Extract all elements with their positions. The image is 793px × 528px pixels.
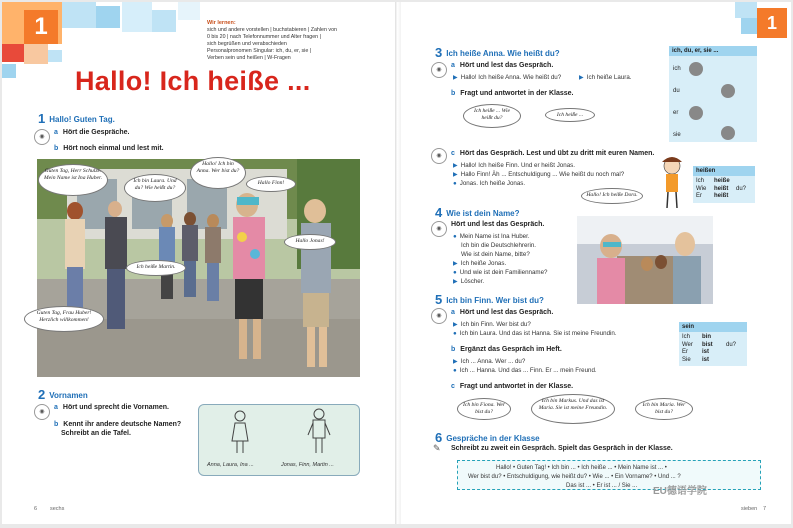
section-2-heading <box>38 387 88 402</box>
deco-square <box>2 44 24 62</box>
pronoun-label: sie <box>673 132 681 138</box>
figure-icon <box>689 106 703 120</box>
dialogue-text: Jonas. Ich heiße Jonas. <box>459 180 526 187</box>
dialogue-line: ● Jonas. Ich heiße Jonas. <box>453 180 526 187</box>
cell: du? <box>726 341 737 348</box>
cell: heißt <box>714 193 729 199</box>
task-text: Hört und lest das Gespräch. <box>459 62 554 69</box>
phrase-line: Hallo! • Guten Tag! • Ich bin ... • Ich heiße ... • Mein Name ist ... • <box>496 465 667 471</box>
speech-bubble: Ich bin Laura. Und du? Wie heißt du? <box>124 174 186 202</box>
figure-icon <box>721 126 735 140</box>
page-number: 7 <box>763 506 767 512</box>
page-title: Hallo! Ich heiße ... <box>75 66 311 96</box>
section-title: Ich heiße Anna. Wie heißt du? <box>446 49 560 58</box>
deco-square <box>62 2 96 28</box>
deco-square <box>48 50 62 62</box>
conjugation-row <box>696 186 752 194</box>
section-number: 3 <box>435 45 443 60</box>
dialogue-line: ▶ Hallo! Ich heiße Anna. Wie heißt du? <box>453 74 562 81</box>
pencil-icon: ✎ <box>433 443 441 453</box>
dialogue-line: ▶ Ich bin Finn. Wer bist du? <box>453 321 531 328</box>
cell: Wie <box>696 185 707 192</box>
section-number: 2 <box>38 387 46 402</box>
learning-goals-heading: Wir lernen: <box>207 20 236 26</box>
phrase-box <box>457 460 761 490</box>
deco-square <box>741 18 757 34</box>
dialogue-line: ▶ Ich ... Anna. Wer ... du? <box>453 358 526 365</box>
dialogue-line: ▶ Ich heiße Jonas. <box>453 260 507 267</box>
section-title: Ich bin Finn. Wer bist du? <box>446 296 544 305</box>
section-number: 5 <box>435 292 443 307</box>
learning-goals-line: Personalpronomen Singular: ich, du, er, sie | <box>207 48 312 54</box>
dialogue-line: ▶ Hallo Finn! Äh ... Entschuldigung ... Wie heißt du noch mal? <box>453 171 625 178</box>
sein-header: sein <box>679 322 747 332</box>
pronoun-box-header: ich, du, er, sie ... <box>669 46 757 56</box>
dialogue-line: ● Mein Name ist Ina Huber. <box>453 233 530 240</box>
cell: heiße <box>714 178 730 184</box>
dialogue-text: Ich bin Finn. Wer bist du? <box>460 321 531 328</box>
phrase-line: Wer bist du? • Entschuldigung, wie heißt du? • Wie ... • Ein Vorname? • Und ... ? <box>468 474 681 480</box>
dialogue-line: Wie ist dein Name, bitte? <box>461 251 530 258</box>
cell: ist <box>702 356 710 363</box>
dialogue-line: ● Und wie ist dein Familienname? <box>453 269 548 276</box>
audio-cd-icon[interactable]: ◉ <box>431 148 447 164</box>
task-1a: a Hört die Gespräche. <box>54 129 130 136</box>
learning-goals-line: sich begrüßen und verabschieden <box>207 41 287 47</box>
cell: Er <box>682 349 688 355</box>
cell: heißt <box>714 185 729 192</box>
dialogue-text: Hallo! Ich heiße Finn. Und er heißt Jonas. <box>460 162 575 169</box>
dialogue-text: Ich heiße Jonas. <box>460 260 507 267</box>
speech-bubble: Ich bin Markus. Und das ist Maria. Sie ist meine Freundin. <box>531 394 615 424</box>
girl-figure-icon <box>229 409 251 457</box>
task-text: Ergänzt das Gespräch im Heft. <box>460 346 562 353</box>
audio-cd-icon[interactable]: ◉ <box>431 221 447 237</box>
task-text: Fragt und antwortet in der Klasse. <box>460 90 574 97</box>
task-3a: a Hört und lest das Gespräch. <box>451 62 554 69</box>
conjugation-row <box>682 349 744 357</box>
task-1b: b Hört noch einmal und lest mit. <box>54 145 164 152</box>
figure-icon <box>689 62 703 76</box>
photo-classroom <box>577 216 713 304</box>
page-number: 6 <box>34 506 38 512</box>
dialogue-line: ▶ Hallo! Ich heiße Finn. Und er heißt Jonas. <box>453 162 575 169</box>
learning-goals <box>207 20 367 62</box>
textbook-spread <box>2 2 791 524</box>
deco-square <box>24 44 48 64</box>
section-title: Hallo! Guten Tag. <box>49 115 115 124</box>
cell: du? <box>736 185 747 192</box>
speech-bubble: Ich heiße ... <box>545 108 595 122</box>
audio-cd-icon[interactable]: ◉ <box>34 129 50 145</box>
learning-goals-line: sich und andere vorstellen | buchstabieren | Zahlen von <box>207 27 337 33</box>
speech-bubble: Hallo! Ich bin Anna. Wer bist du? <box>190 157 246 189</box>
right-page <box>401 2 791 524</box>
task-text: Hört das Gespräch. Lest und übt zu dritt mit euren Namen. <box>459 150 655 157</box>
section-number: 1 <box>38 111 46 126</box>
dialogue-text: Hallo Finn! Äh ... Entschuldigung ... Wie heißt du noch mal? <box>460 171 625 178</box>
boy-figure-icon <box>307 407 331 457</box>
dialogue-text: Hallo! Ich heiße Anna. Wie heißt du? <box>460 74 562 81</box>
speech-bubble: Hallo! Ich heiße Dora. <box>581 188 643 204</box>
page-number-word: sieben <box>741 506 758 512</box>
dialogue-text: Und wie ist dein Familienname? <box>459 269 548 276</box>
conjugation-row <box>696 178 752 186</box>
deco-square <box>2 64 16 78</box>
chapter-number: 1 <box>757 8 787 38</box>
audio-cd-icon[interactable]: ◉ <box>431 62 447 78</box>
dialogue-line: ▶ Ich heiße Laura. <box>579 74 632 81</box>
conjugation-row <box>696 193 752 201</box>
deco-square <box>152 10 176 32</box>
section-4-heading <box>435 205 520 220</box>
task-text: Kennt ihr andere deutsche Namen? <box>63 421 182 428</box>
deco-square <box>735 2 757 18</box>
dialogue-text: Ich bin Laura. Und das ist Hanna. Sie ist meine Freundin. <box>459 330 617 337</box>
section-number: 4 <box>435 205 443 220</box>
speech-bubble: Ich heiße Martin. <box>126 260 186 276</box>
girl-names: Anna, Laura, Ina ... <box>207 462 254 468</box>
section-title: Gespräche in der Klasse <box>446 434 540 443</box>
dialogue-text: Ich ... Anna. Wer ... du? <box>460 358 526 365</box>
pronoun-box-body <box>669 56 757 142</box>
boy-names: Jonas, Finn, Martin ... <box>281 462 334 468</box>
speech-bubble: Ich heiße ... Wie heißt du? <box>463 104 521 128</box>
phrase-line: Das ist ... • Er ist ... / Sie ... <box>566 483 638 489</box>
conjugation-row <box>682 357 744 365</box>
task-text: Fragt und antwortet in der Klasse. <box>459 383 574 390</box>
section-title: Vornamen <box>49 391 88 400</box>
pronoun-label: ich <box>673 66 681 72</box>
conjugation-row <box>682 342 744 350</box>
section-number: 6 <box>435 430 443 445</box>
speech-bubble: Hallo Jonas! <box>284 234 336 250</box>
cell: Wer <box>682 341 693 348</box>
speech-bubble: Hallo Finn! <box>246 176 296 192</box>
speech-bubble: Guten Tag, Frau Huber! Herzlich willkommen! <box>24 306 104 332</box>
name-board <box>198 404 360 476</box>
heissen-body <box>693 176 755 203</box>
audio-cd-icon[interactable]: ◉ <box>431 308 447 324</box>
dialogue-line: ▶ Löscher. <box>453 278 485 285</box>
heissen-header: heißen <box>693 166 755 176</box>
girl-cartoon-icon <box>657 156 687 210</box>
conjugation-row <box>682 334 744 342</box>
sein-table <box>679 322 747 366</box>
dialogue-text: Ich ... Hanna. Und das ... Finn. Er ... mein Freund. <box>459 367 597 374</box>
heissen-table <box>693 166 755 203</box>
section-title: Wie ist dein Name? <box>446 209 520 218</box>
task-text: Hört und sprecht die Vornamen. <box>62 404 169 411</box>
dialogue-text: Mein Name ist Ina Huber. <box>459 233 530 240</box>
pronoun-box <box>669 46 757 142</box>
audio-cd-icon[interactable]: ◉ <box>34 404 50 420</box>
task-text: Hört noch einmal und lest mit. <box>63 145 164 152</box>
speech-bubble: Guten Tag, Herr Schulze. Mein Name ist Ina Huber. <box>38 164 108 196</box>
page-number-word: sechs <box>50 506 65 512</box>
learning-goals-line: 0 bis 20 | nach Telefonnummer und Alter fragen | <box>207 34 321 40</box>
cell: bist <box>702 341 713 348</box>
learning-goals-line: Verben sein und heißen | W-Fragen <box>207 55 291 61</box>
left-page <box>2 2 395 524</box>
task-5a: a Hört und lest das Gespräch. <box>451 309 554 316</box>
cell: bin <box>702 334 711 340</box>
section-6-heading <box>435 430 540 445</box>
task-2b-cont: Schreibt an die Tafel. <box>61 430 131 437</box>
dialogue-line: ● Ich bin Laura. Und das ist Hanna. Sie ist meine Freundin. <box>453 330 617 337</box>
watermark: EU德语学院 <box>653 486 707 497</box>
section-5-heading <box>435 292 544 307</box>
section-3-heading <box>435 45 560 60</box>
pronoun-label: du <box>673 88 680 94</box>
deco-square <box>178 2 200 20</box>
deco-square <box>96 6 120 28</box>
cell: ist <box>702 349 710 355</box>
deco-square <box>122 2 152 32</box>
pronoun-label: er <box>673 110 679 116</box>
dialogue-line: ● Ich ... Hanna. Und das ... Finn. Er ... mein Freund. <box>453 367 597 374</box>
task-3b: b Fragt und antwortet in der Klasse. <box>451 90 574 97</box>
task-text: Hört die Gespräche. <box>62 129 130 136</box>
dialogue-text: Ich heiße Laura. <box>586 74 632 81</box>
task-4: Hört und lest das Gespräch. <box>451 221 545 228</box>
cell: Ich <box>696 178 705 184</box>
sein-body <box>679 332 747 366</box>
cell: Er <box>696 193 702 199</box>
task-6: Schreibt zu zweit ein Gespräch. Spielt das Gespräch in der Klasse. <box>451 445 673 452</box>
task-text: Hört und lest das Gespräch. <box>459 309 554 316</box>
section-1-heading <box>38 111 115 126</box>
chapter-number: 1 <box>24 10 58 44</box>
task-2b: b Kennt ihr andere deutsche Namen? <box>54 421 182 428</box>
task-5b: b Ergänzt das Gespräch im Heft. <box>451 346 562 353</box>
speech-bubble: Ich bin Fiona. Wer bist du? <box>457 398 511 420</box>
task-2a: a Hört und sprecht die Vornamen. <box>54 404 169 411</box>
speech-bubble: Ich bin Maria. Wer bist du? <box>635 398 693 420</box>
figure-icon <box>721 84 735 98</box>
dialogue-line: Ich bin die Deutschlehrerin. <box>461 242 536 249</box>
dialogue-text: Löscher. <box>460 278 485 285</box>
cell: Ich <box>682 334 691 340</box>
task-3c: c Hört das Gespräch. Lest und übt zu dritt mit euren Namen. <box>451 150 655 157</box>
task-5c: c Fragt und antwortet in der Klasse. <box>451 383 574 390</box>
cell: Sie <box>682 356 691 363</box>
